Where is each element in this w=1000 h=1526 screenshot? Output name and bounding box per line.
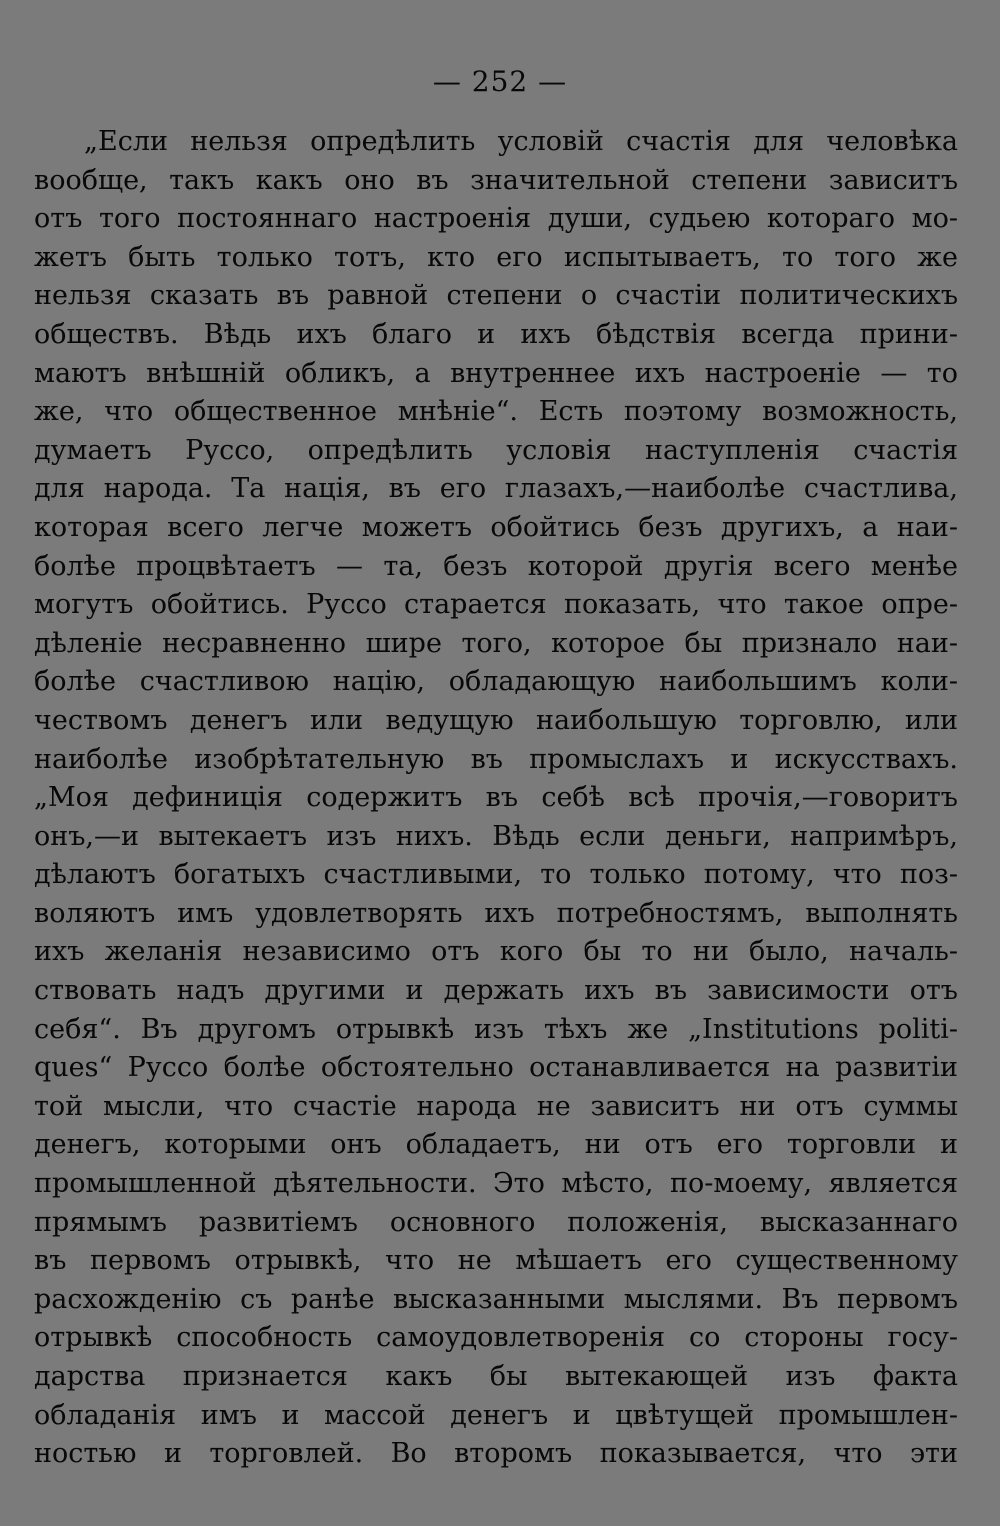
text-line: которая всего легче можетъ обойтись безъ другихъ, а наи- [34, 511, 958, 543]
text-line: ностью и торговлей. Во второмъ показывается, что эти [34, 1438, 958, 1470]
text-line: ques“ Руссо болѣе обстоятельно останавливается на развитіи [34, 1052, 958, 1084]
text-line: болѣе процвѣтаетъ — та, безъ которой другія всего менѣе [34, 550, 958, 582]
text-line: вообще, такъ какъ оно въ значительной степени зависитъ [34, 164, 958, 196]
body-text [34, 123, 958, 1474]
text-line: чествомъ денегъ или ведущую наибольшую торговлю, или [34, 704, 958, 736]
text-line: наиболѣе изобрѣтательную въ промыслахъ и искусствахъ. [34, 743, 958, 775]
text-line: обществъ. Вѣдь ихъ благо и ихъ бѣдствія всегда прини- [34, 318, 958, 350]
text-line: нельзя сказать въ равной степени о счастіи политическихъ [34, 280, 958, 312]
text-line: „Если нельзя опредѣлить условій счастія для человѣка [84, 126, 958, 157]
text-line: промышленной дѣятельности. Это мѣсто, по-моему, является [34, 1168, 958, 1200]
text-line: той мысли, что счастіе народа не зависитъ ни отъ суммы [34, 1090, 958, 1122]
text-line: дѣлаютъ богатыхъ счастливыми, то только потому, что поз- [34, 859, 958, 891]
text-line: могутъ обойтись. Руссо старается показать, что такое опре- [34, 589, 958, 621]
text-line: дѣленіе несравненно шире того, которое бы признало наи- [34, 627, 958, 659]
text-line: воляютъ имъ удовлетворять ихъ потребностямъ, выполнять [34, 897, 958, 929]
text-line: же, что общественное мнѣніе“. Есть поэтому возможность, [34, 396, 958, 428]
text-line: болѣе счастливою націю, обладающую наибольшимъ коли- [34, 666, 958, 698]
text-line: денегъ, которыми онъ обладаетъ, ни отъ его торговли и [34, 1129, 958, 1161]
text-line: въ первомъ отрывкѣ, что не мѣшаетъ его существенному [34, 1245, 958, 1277]
text-line: расхожденію съ ранѣе высказанными мыслями. Въ первомъ [34, 1283, 958, 1315]
text-line: „Моя дефиниція содержитъ въ себѣ всѣ прочія,—говоритъ [34, 782, 958, 814]
text-line: дарства признается какъ бы вытекающей изъ факта [34, 1361, 958, 1392]
text-line: онъ,—и вытекаетъ изъ нихъ. Вѣдь если деньги, напримѣръ, [34, 820, 958, 852]
text-line: ихъ желанія независимо отъ кого бы то ни было, началь- [34, 936, 958, 968]
text-line: для народа. Та нація, въ его глазахъ,—наиболѣе счастлива, [34, 473, 958, 505]
text-line: думаетъ Руссо, опредѣлить условія наступленія счастія [34, 434, 958, 466]
text-line: отъ того постояннаго настроенія души, судьею котораго мо- [34, 203, 958, 235]
page-number: — 252 — [432, 65, 568, 98]
text-line: обладанія имъ и массой денегъ и цвѣтущей промышлен- [34, 1399, 958, 1431]
text-line: ствовать надъ другими и держать ихъ въ зависимости отъ [34, 975, 958, 1007]
text-line: прямымъ развитіемъ основного положенія, высказаннаго [34, 1206, 958, 1238]
text-line: маютъ внѣшній обликъ, а внутреннее ихъ настроеніе — то [34, 357, 958, 389]
text-line: жетъ быть только тотъ, кто его испытываетъ, то того же [34, 241, 958, 273]
text-line: себя“. Въ другомъ отрывкѣ изъ тѣхъ же „Institutions politi- [34, 1013, 958, 1045]
text-line: отрывкѣ способность самоудовлетворенія со стороны госу- [34, 1322, 958, 1354]
